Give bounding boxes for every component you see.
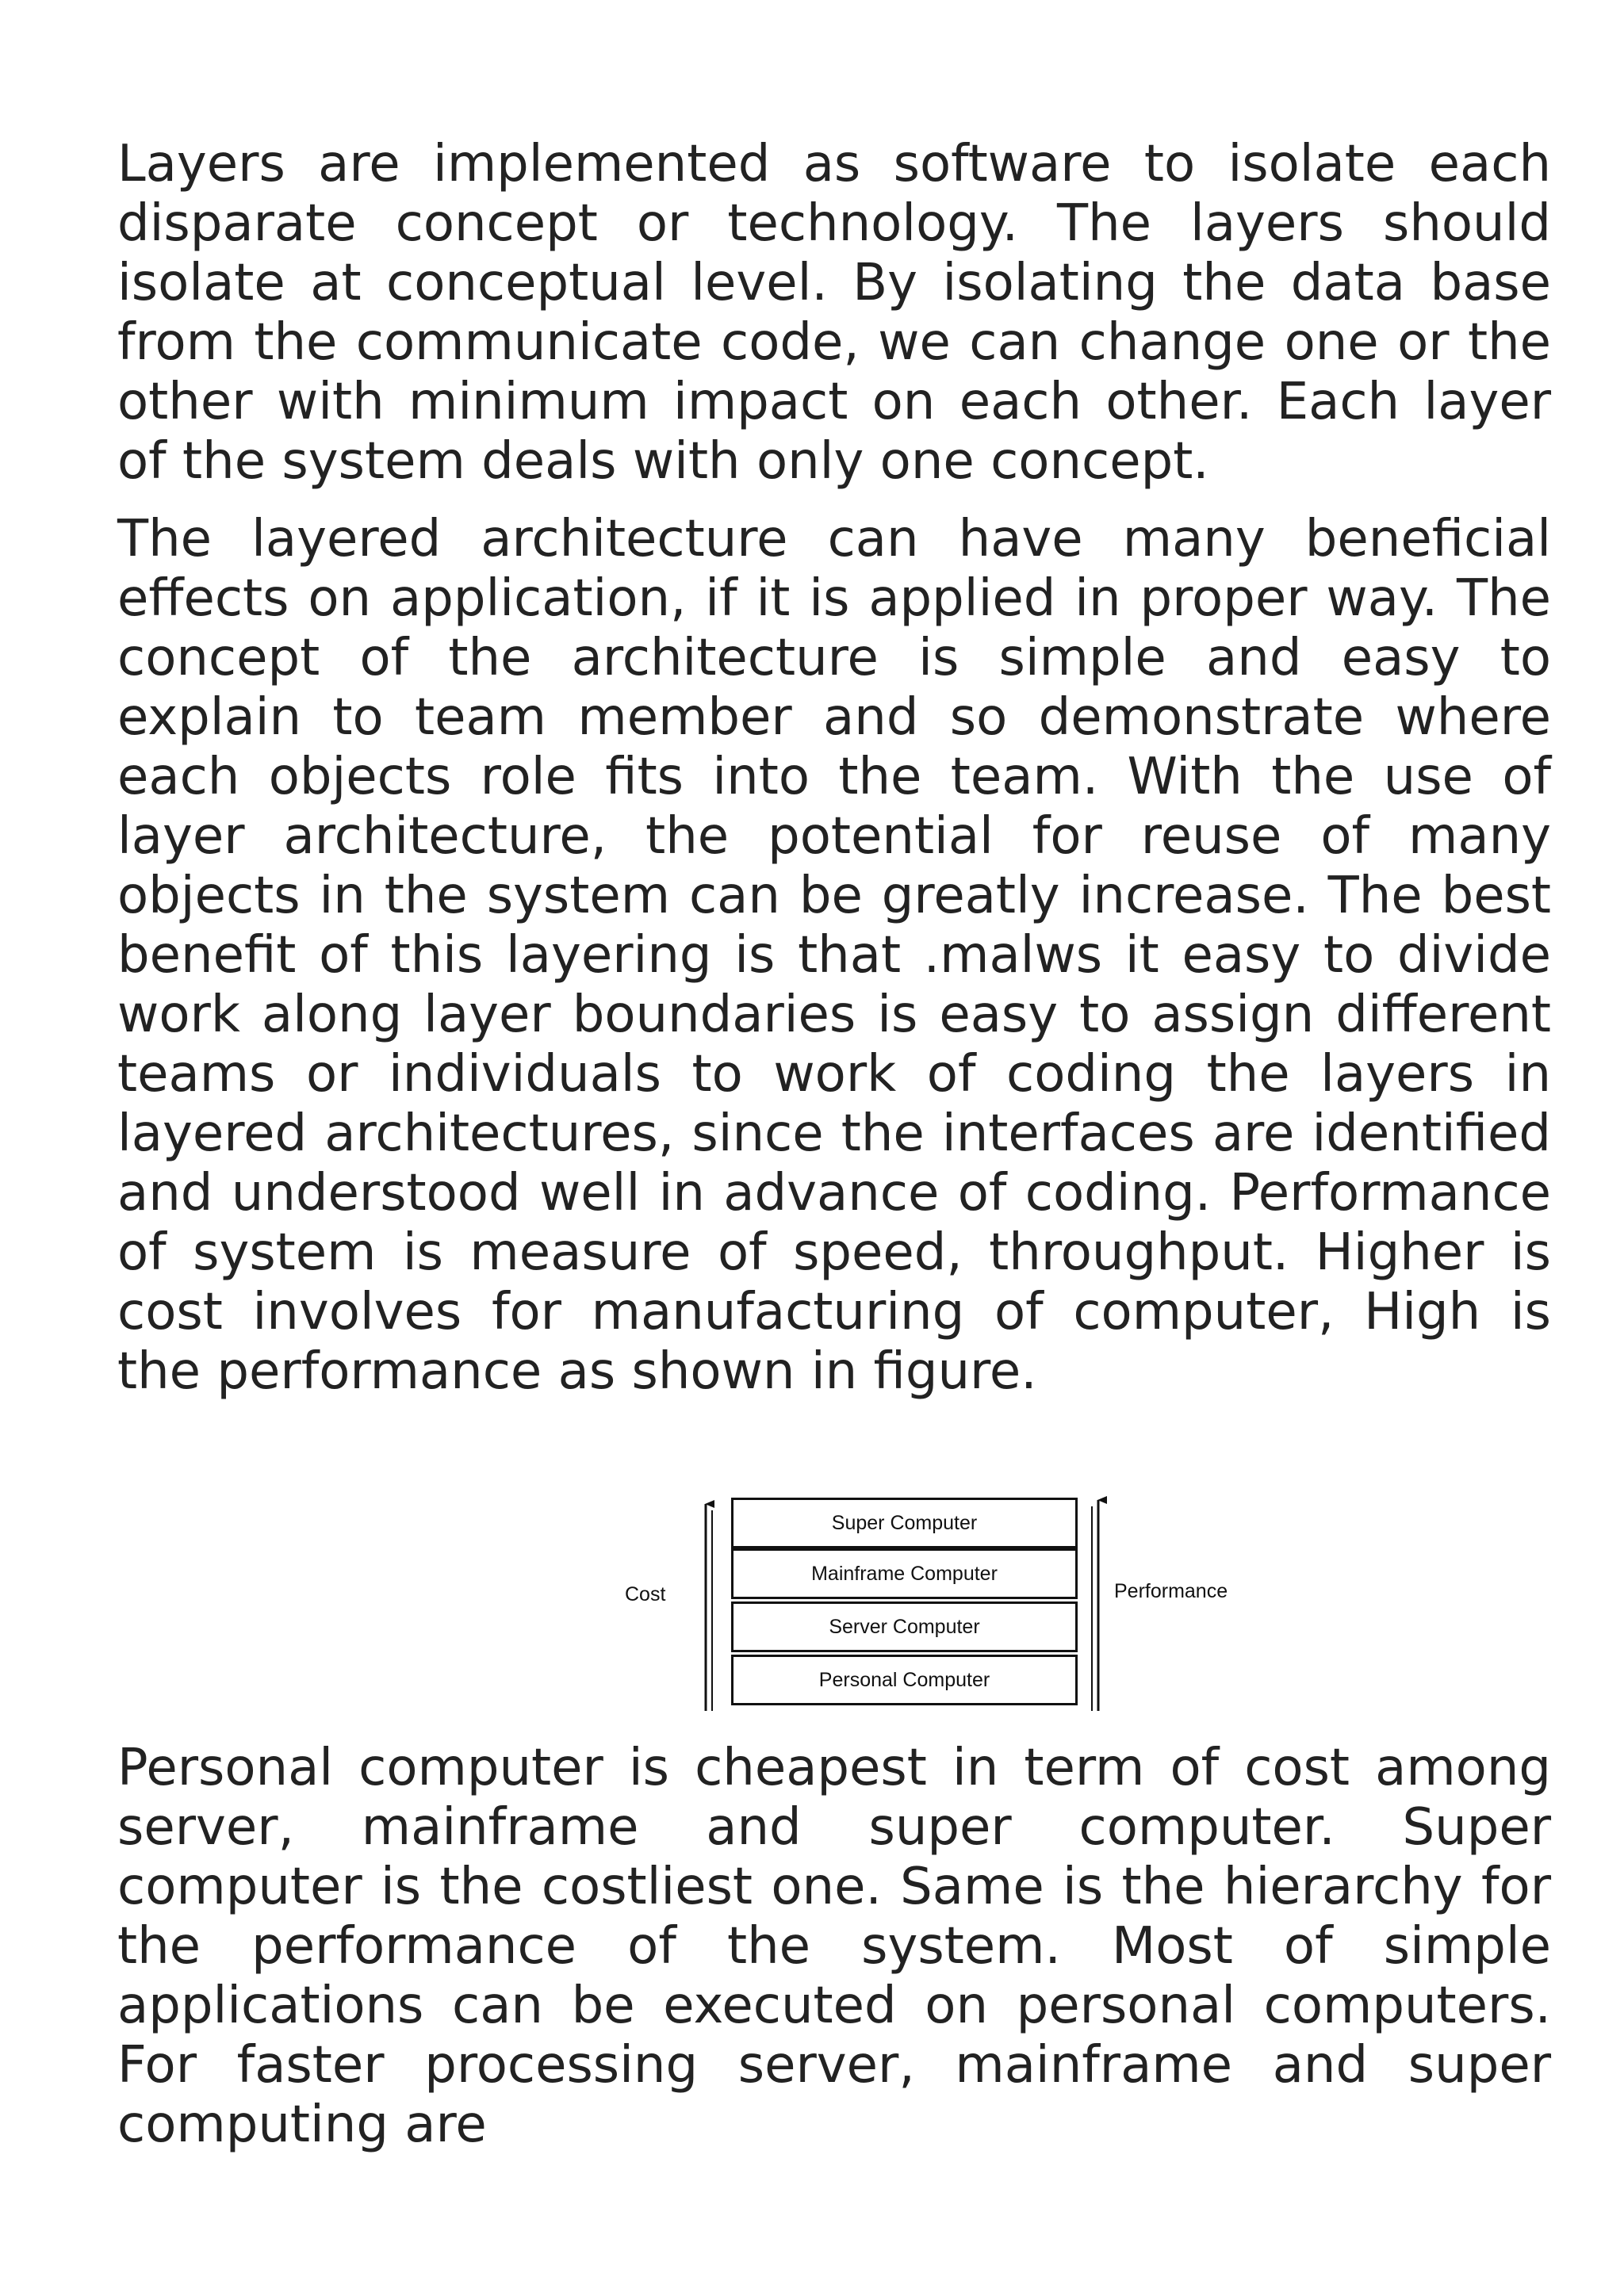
performance-label: Performance: [1114, 1580, 1228, 1602]
computer-hierarchy-figure: [619, 1487, 1253, 1716]
cost-label: Cost: [625, 1583, 666, 1605]
layer-server-computer: Server Computer: [731, 1601, 1078, 1652]
layer-mainframe-computer: Mainframe Computer: [731, 1548, 1078, 1599]
body-paragraph-personal-computer: Personal computer is cheapest in term of cost among server, mainframe and super computer. Super computer is the costliest one. Same is the hierarchy for the performance of the system. Most of simple applications can be executed on personal computers. For faster processing server, mainframe and super computing are: [117, 1739, 1551, 2154]
body-paragraph-layers: Layers are implemented as software to isolate each disparate concept or technology. The layers should isolate at conceptual level. By isolating the data base from the communicate code, we can change one or the other with minimum impact on each other. Each layer of the system deals with only one concept.: [117, 135, 1551, 491]
layer-personal-computer: Personal Computer: [731, 1655, 1078, 1705]
body-paragraph-layered-architecture: The layered architecture can have many beneficial effects on application, if it is applied in proper way. The concept of the architecture is simple and easy to explain to team member and so demonstrate where each objects role fits into the team. With the use of layer architecture, the potential for reuse of many objects in the system can be greatly increase. The best benefit of this layering is that .malws it easy to divide work along layer boundaries is easy to assign different teams or individuals to work of coding the layers in layered architectures, since the interfaces are identified and understood well in advance of coding. Performance of system is measure of speed, throughput. Higher is cost involves for manufacturing of computer, High is the performance as shown in figure.: [117, 510, 1551, 1401]
layer-super-computer: Super Computer: [731, 1498, 1078, 1548]
